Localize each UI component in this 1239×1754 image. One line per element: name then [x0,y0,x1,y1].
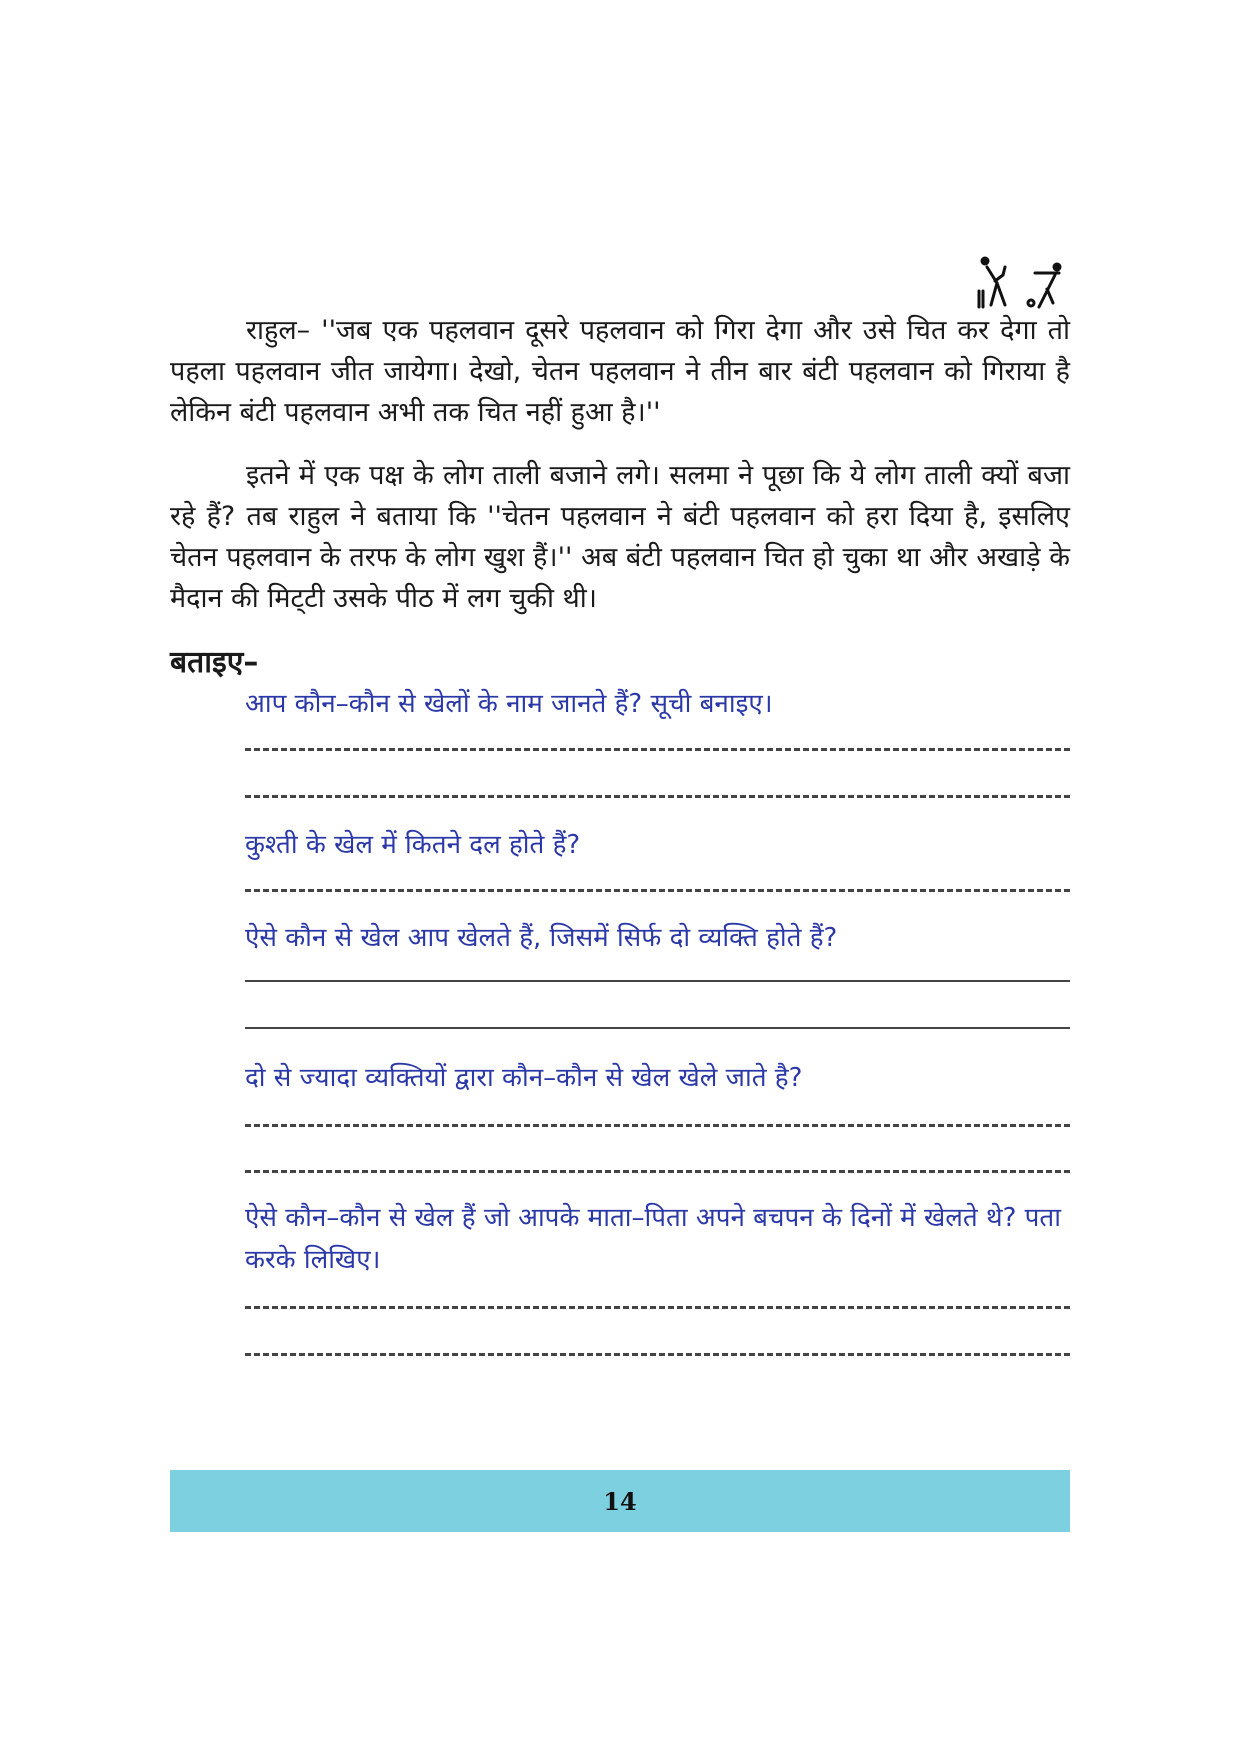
answer-line[interactable] [245,795,1070,798]
page-footer [170,1470,1070,1532]
story-paragraph-2: इतने में एक पक्ष के लोग ताली बजाने लगे। सलमा ने पूछा कि ये लोग ताली क्यों बजा रहे हैं? तब राहुल ने बताया कि ''चेतन पहलवान ने बंटी पहलवान को हरा दिया है, इसलिए चेतन पहलवान के तरफ के लोग खुश हैं।'' अब बंटी पहलवान चित हो चुका था और अखाड़े के मैदान की मिट्‌टी उसके पीठ में लग चुकी थी। [170,460,1070,614]
answer-line[interactable] [245,1124,1070,1127]
answer-line[interactable] [245,1306,1070,1309]
answer-line[interactable] [245,980,1070,982]
section-heading: बताइए– [170,645,259,680]
question-3: ऐसे कौन से खेल आप खेलते हैं, जिसमें सिर्फ दो व्यक्ति होते हैं? [245,923,838,953]
question-4: दो से ज्यादा व्यक्तियों द्वारा कौन–कौन से खेल खेले जाते है? [245,1063,803,1093]
page-number: 14 [603,1486,637,1516]
story-paragraph-1: राहुल– ''जब एक पहलवान दूसरे पहलवान को गिरा देगा और उसे चित कर देगा तो पहला पहलवान जीत जायेगा। देखो, चेतन पहलवान ने तीन बार बंटी पहलवान को गिराया है लेकिन बंटी पहलवान अभी तक चित नहीं हुआ है।'' [170,315,1070,428]
question-5: ऐसे कौन–कौन से खेल हैं जो आपके माता–पिता अपने बचपन के दिनों में खेलते थे? पता करके लिखिए। [245,1203,1061,1275]
answer-line[interactable] [245,1353,1070,1356]
cricket-players-icon [975,255,1075,315]
question-1: आप कौन–कौन से खेलों के नाम जानते हैं? सूची बनाइए। [245,689,773,719]
answer-line[interactable] [245,1170,1070,1173]
answer-line[interactable] [245,889,1070,892]
answer-line[interactable] [245,748,1070,751]
answer-line[interactable] [245,1027,1070,1029]
question-2: कुश्ती के खेल में कितने दल होते हैं? [245,830,581,860]
